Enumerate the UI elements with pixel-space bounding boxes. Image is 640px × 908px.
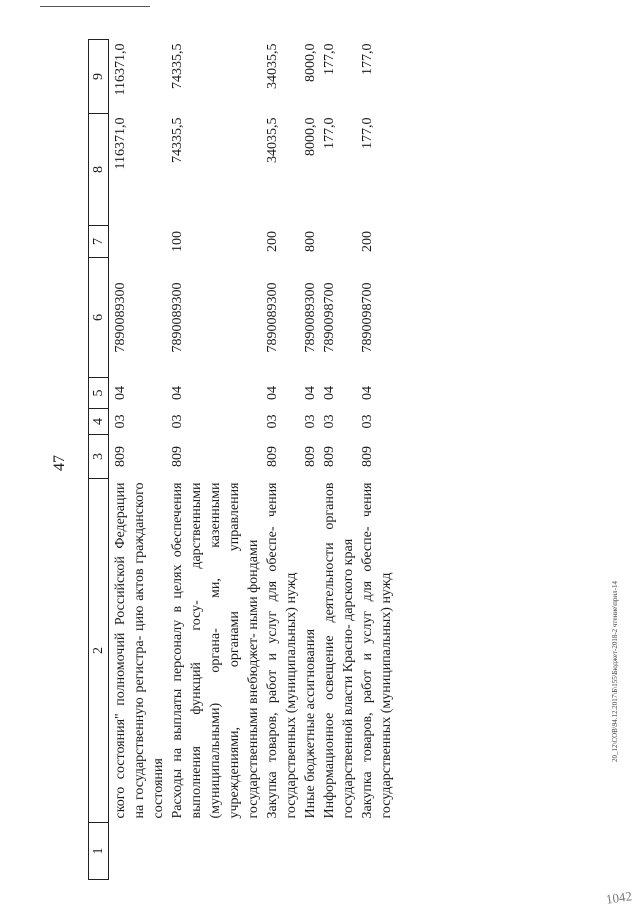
header-cell: 1 (89, 823, 109, 880)
amount-cell: 177,0 (322, 117, 337, 149)
expense-type-cell: 800 (303, 231, 318, 252)
code-cell: 809 (113, 446, 128, 467)
table-row (168, 40, 263, 880)
row-number-cell (358, 823, 396, 880)
section-cell: 03 (265, 414, 280, 429)
header-cell: 8 (89, 114, 109, 226)
table-row (263, 40, 301, 880)
amount-cell: 8000,0 (303, 43, 318, 82)
code-cell: 809 (170, 446, 185, 467)
amount-cell: 177,0 (322, 43, 337, 75)
subsection-cell: 04 (303, 386, 318, 400)
subsection-cell: 04 (360, 386, 375, 400)
header-row (89, 40, 109, 880)
subsection-cell: 04 (170, 386, 185, 400)
amount-cell: 116371,0 (113, 43, 128, 96)
header-cell: 5 (89, 378, 109, 409)
target-article-cell: 7890098700 (360, 282, 375, 353)
code-cell: 809 (303, 446, 318, 467)
table-row (301, 40, 320, 880)
table-row (358, 40, 396, 880)
header-cell: 2 (89, 479, 109, 823)
amount-cell: 177,0 (360, 43, 375, 75)
subsection-cell: 04 (113, 386, 128, 400)
row-number-cell (301, 823, 320, 880)
expense-type-cell (109, 226, 169, 258)
row-number-cell (109, 823, 169, 880)
item-name-cell: ского состояния" полномочий Российской Федерации на государственную регистра- цию актов гражданского состояния (113, 482, 166, 819)
item-name-cell: Закупка товаров, работ и услуг для обеспе- чения государственных (муниципальных) нужд (265, 482, 299, 819)
section-cell: 03 (303, 414, 318, 429)
subsection-cell: 04 (322, 386, 337, 400)
amount-cell: 8000,0 (303, 117, 318, 156)
subsection-cell: 04 (265, 386, 280, 400)
amount-cell: 74335,5 (170, 43, 185, 89)
budget-table (88, 39, 396, 880)
item-name-cell: Закупка товаров, работ и услуг для обеспе- чения государственных (муниципальных) нужд (360, 482, 394, 819)
item-name-cell: Расходы на выплаты персоналу в целях обеспечения выполнения функций госу- дарственными (муниципальными) органа- ми, казенными учреждениями, органами управления государственными внебюджет- ными фондами (170, 482, 261, 819)
row-number-cell (263, 823, 301, 880)
amount-cell: 74335,5 (170, 117, 185, 163)
target-article-cell: 7890089300 (303, 282, 318, 353)
header-cell: 7 (89, 226, 109, 258)
rotated-table-container (88, 40, 548, 880)
code-cell: 809 (265, 446, 280, 467)
page-number: 47 (51, 455, 68, 471)
section-cell: 03 (322, 414, 337, 429)
expense-type-cell: 200 (265, 231, 280, 252)
expense-type-cell: 100 (170, 231, 185, 252)
code-cell: 809 (322, 446, 337, 467)
item-name-cell: Информационное освещение деятельности органов государственной власти Красно- дарского края (322, 482, 356, 819)
header-cell: 4 (89, 409, 109, 435)
header-cell: 6 (89, 258, 109, 378)
target-article-cell: 7890098700 (322, 282, 337, 353)
file-path-footer: 20_12\СОВ\94.12.2017\Б\155\Бюджет-2018-2 чтение\прил-14 (611, 581, 619, 762)
expense-type-cell: 200 (360, 231, 375, 252)
target-article-cell: 7890089300 (265, 282, 280, 353)
header-cell: 3 (89, 435, 109, 479)
header-cell: 9 (89, 40, 109, 114)
table-row (109, 40, 169, 880)
item-name-cell: Иные бюджетные ассигнования (303, 628, 318, 819)
code-cell: 809 (360, 446, 375, 467)
expense-type-cell (320, 226, 358, 258)
section-cell: 03 (360, 414, 375, 429)
amount-cell: 34035,5 (265, 117, 280, 163)
section-cell: 03 (170, 414, 185, 429)
target-article-cell: 7890089300 (113, 282, 128, 353)
row-number-cell (320, 823, 358, 880)
target-article-cell: 7890089300 (170, 282, 185, 353)
amount-cell: 177,0 (360, 117, 375, 149)
section-cell: 03 (113, 414, 128, 429)
corner-page-mark: 1042 (605, 888, 633, 907)
amount-cell: 116371,0 (113, 117, 128, 170)
table-row (320, 40, 358, 880)
scan-edge-line (40, 6, 150, 7)
amount-cell: 34035,5 (265, 43, 280, 89)
row-number-cell (168, 823, 263, 880)
